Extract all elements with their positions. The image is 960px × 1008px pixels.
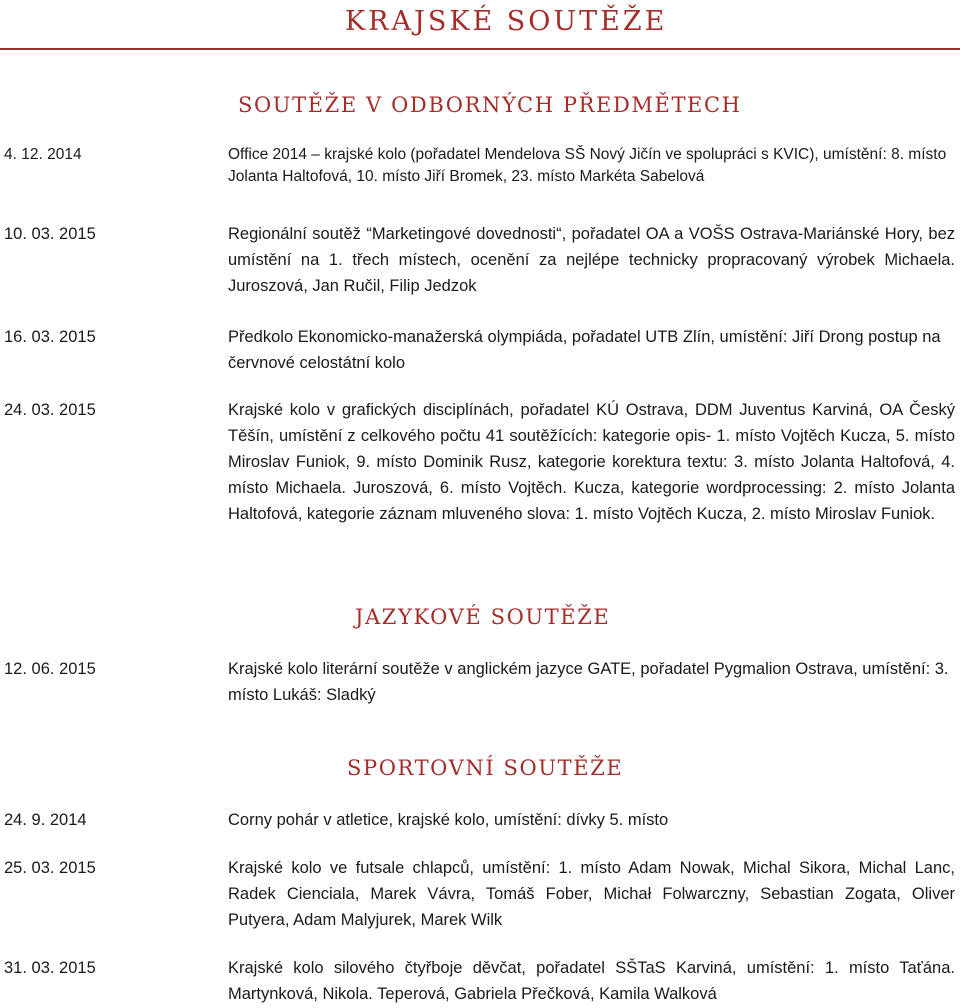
entry-text: Předkolo Ekonomicko-manažerská olympiáda, pořadatel UTB Zlín, umístění: Jiří Drong postup na červnové celostátní kolo (228, 328, 941, 372)
entry-text: Krajské kolo v grafických disciplínách, pořadatel KÚ Ostrava, DDM Juventus Karviná, OA Český Těšín, umístění z celkového počtu 41 soutěžících: kategorie opis- 1. místo Vojtěch Kucza, 5. místo Miroslav Funiok, 9. místo Dominik Rusz, kategorie korektura textu: 3. místo Jolanta Haltofová, 4. místo Michaela. Juroszová, 6. místo Vojtěch. Kucza, kategorie wordprocessing: 2. místo Jolanta Haltofová, kategorie záznam mluveného slova: 1. místo Vojtěch Kucza, 2. místo Miroslav Funiok. (228, 401, 955, 523)
section-heading-professional: SOUTĚŽE V ODBORNÝCH PŘEDMĚTECH (238, 93, 742, 117)
entry-date: 25. 03. 2015 (4, 859, 96, 877)
entry-text: Corny pohár v atletice, krajské kolo, umístění: dívky 5. místo (228, 811, 669, 829)
entry-text: Krajské kolo silového čtyřboje děvčat, pořadatel SŠTaS Karviná, umístění: 1. místo Taťána. Martynková, Nikola. Teperová, Gabriela Přečková, Kamila Walková (228, 959, 955, 1003)
entry-text: Regionální soutěž “Marketingové dovednosti“, pořadatel OA a VOŠS Ostrava-Mariánské Hory, bez umístění na 1. třech místech, ocenění za nejlépe technicky propracovaný výrobek Michaela. Juroszová, Jan Ručil, Filip Jedzok (228, 225, 955, 295)
entry-date: 24. 9. 2014 (4, 811, 87, 829)
entry-text: Krajské kolo literární soutěže v anglickém jazyce GATE, pořadatel Pygmalion Ostrava, umístění: 3. místo Lukáš: Sladký (228, 660, 949, 704)
entry-date: 10. 03. 2015 (4, 225, 96, 243)
page-header (0, 0, 960, 52)
entry-date: 16. 03. 2015 (4, 328, 96, 346)
entry-date: 24. 03. 2015 (4, 401, 96, 419)
title-divider (0, 48, 960, 50)
entry-date: 12. 06. 2015 (4, 660, 96, 678)
page-title: KRAJSKÉ SOUTĚŽE (345, 6, 668, 37)
section-heading-sports: SPORTOVNÍ SOUTĚŽE (347, 756, 624, 780)
entry-date: 4. 12. 2014 (4, 146, 82, 163)
entry-text: Office 2014 – krajské kolo (pořadatel Mendelova SŠ Nový Jičín ve spolupráci s KVIC), umístění: 8. místo Jolanta Haltofová, 10. místo Jiří Bromek, 23. místo Markéta Sabelová (228, 146, 947, 185)
entry-text: Krajské kolo ve futsale chlapců, umístění: 1. místo Adam Nowak, Michal Sikora, Michal Lanc, Radek Cienciala, Marek Vávra, Tomáš Fober, Michał Folwarczny, Sebastian Zogata, Oliver Putyera, Adam Malyjurek, Marek Wilk (228, 859, 955, 929)
entry-date: 31. 03. 2015 (4, 959, 96, 977)
section-heading-languages: JAZYKOVÉ SOUTĚŽE (355, 605, 611, 629)
